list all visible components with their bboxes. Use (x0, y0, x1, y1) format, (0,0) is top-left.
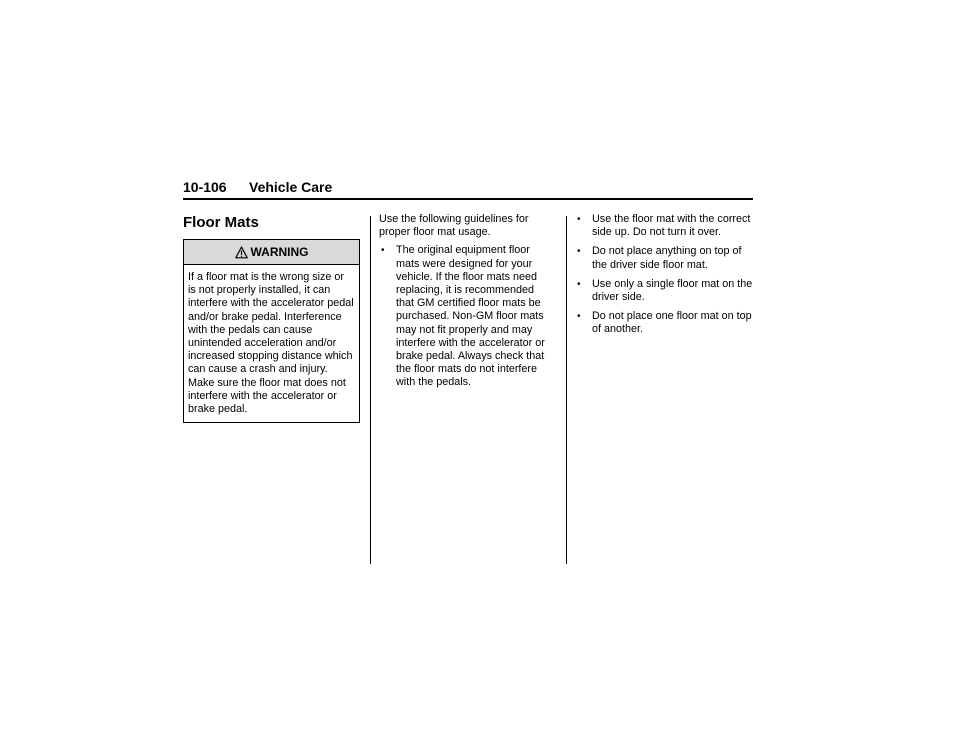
list-item (575, 213, 753, 239)
warning-triangle-icon (235, 246, 248, 259)
list-item-text: The original equipment floor mats were designed for your vehicle. If the floor mats need replacing, it is recommended that GM certified floor mats be purchased. Non-GM floor mats may not fit properly and may interfere with the accelerator or brake pedal. Always check that the floor mats do not interfere with the pedals. (396, 244, 545, 389)
floor-mats-heading: Floor Mats (183, 214, 259, 231)
intro-paragraph: Use the following guidelines for proper floor mat usage. (379, 213, 529, 239)
list-item (575, 310, 753, 336)
guidelines-list-1 (379, 244, 554, 389)
list-item-text: Use only a single floor mat on the driver side. (592, 277, 753, 304)
page-header (183, 178, 753, 200)
warning-header (184, 240, 359, 265)
list-item-text: Do not place anything on top of the driver side floor mat. (592, 245, 742, 271)
bullet-icon: • (577, 246, 581, 258)
list-item-text: Do not place one floor mat on top of another. (592, 310, 752, 336)
page-number: 10-106 (183, 179, 227, 195)
column-3 (575, 213, 753, 343)
section-title: Vehicle Care (249, 179, 333, 195)
guidelines-list-2 (575, 213, 753, 337)
bullet-icon: • (577, 214, 581, 225)
list-item (379, 244, 554, 389)
list-item (575, 245, 753, 271)
warning-text: If a floor mat is the wrong size or is not properly installed, it can interfere with the accelerator pedal and/or brake pedal. Interference with the pedals can cause unintended acceleration and/or increased stopping distance which can cause a crash and injury. Make sure the floor mat does not interfere with the accelerator or brake pedal. (188, 271, 354, 416)
bullet-icon: • (577, 311, 581, 323)
bullet-icon: • (577, 278, 581, 290)
warning-box (183, 239, 360, 423)
column-divider-left (370, 216, 371, 564)
column-1 (183, 213, 363, 423)
warning-label: WARNING (250, 245, 309, 259)
column-2 (379, 213, 554, 396)
bullet-icon: • (381, 245, 385, 257)
list-item-text: Use the floor mat with the correct side up. Do not turn it over. (592, 213, 751, 239)
column-divider-right (566, 216, 567, 564)
list-item (575, 278, 753, 304)
